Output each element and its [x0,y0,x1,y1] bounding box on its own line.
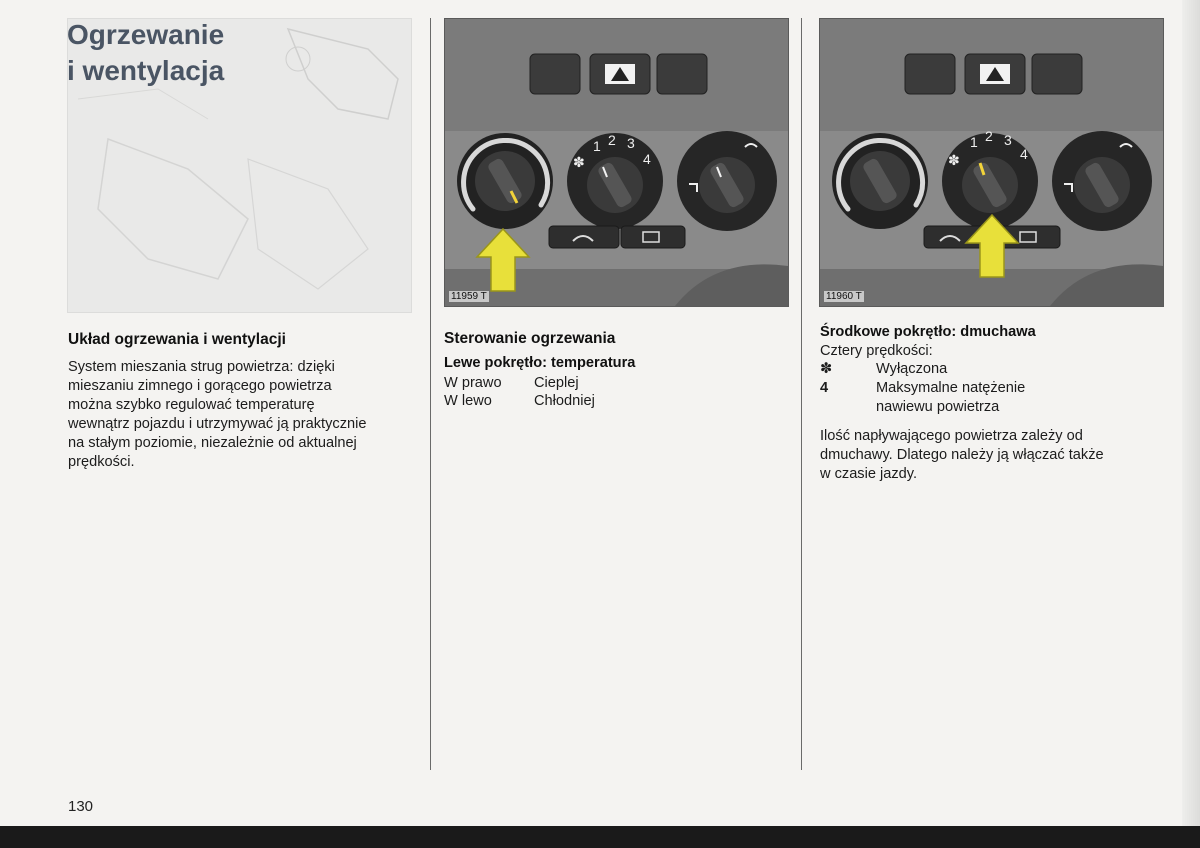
body-line: na stałym poziomie, niezależnie od aktualnej [68,435,357,451]
direction-row [444,374,579,392]
body-line: dmuchawy. Dlatego należy ją włączać także [820,447,1104,463]
fan-intro: Cztery prędkości: [820,343,933,359]
column-divider [801,18,802,770]
body-line: mieszaniu zimnego i gorącego powietrza [68,378,332,394]
direction-row [444,392,595,410]
body-line: w czasie jazdy. [820,466,918,482]
photo-code: 11959 T [451,291,487,302]
fan-body-text [820,427,1104,484]
photo-fan-knob [819,18,1164,307]
title-line-1: Ogrzewanie [67,19,225,50]
page-title [67,17,224,89]
body-line: Ilość napływającego powietrza zależy od [820,428,1083,444]
direction-value: Chłodniej [534,393,595,409]
fan-item-max [820,379,1025,397]
button-row [530,54,707,94]
fan-speed-label: 2 [608,132,616,148]
fan-icon: ✽ [573,155,585,171]
lower-buttons [549,226,685,248]
fan-item-text: Maksymalne natężenie [876,380,1026,396]
section-heading-heating-ventilation: Układ ogrzewania i wentylacji [68,331,286,348]
fan-speed-label: 3 [1004,132,1012,148]
title-line-2: i wentylacja [67,55,225,86]
fan-speed-label: 1 [593,138,601,154]
fan-speed-label: 3 [627,135,635,151]
column-divider [430,18,431,770]
direction-value: Cieplej [534,375,579,391]
section-heading-fan-knob: Środkowe pokrętło: dmuchawa [820,324,1036,340]
fan-speed-label: 4 [643,151,651,167]
subheading-left-knob: Lewe pokrętło: temperatura [444,355,636,371]
page-number: 130 [68,798,94,815]
fan-item-text: Wyłączona [876,361,948,377]
direction-key: W prawo [444,375,502,391]
fan-item-key: 4 [820,380,829,396]
body-line: można szybko regulować temperaturę [68,397,315,413]
fan-icon: ✽ [948,153,960,169]
fan-item-off [820,360,947,378]
fan-icon: ✽ [820,361,833,377]
fan-speed-label: 2 [985,128,993,144]
button-row [905,54,1082,94]
body-line: prędkości. [68,454,135,470]
photo-code: 11960 T [826,291,862,302]
temperature-knob [457,133,553,229]
body-line: wewnątrz pojazdu i utrzymywać ją praktycznie [68,416,367,432]
fan-item-text-continued: nawiewu powietrza [876,399,1000,415]
temperature-knob [832,133,928,229]
body-line: System mieszania strug powietrza: dzięki [68,359,335,375]
section-body-heating-ventilation [68,358,366,472]
page-edge [1182,0,1200,826]
photo-temperature-knob [444,18,789,307]
direction-key: W lewo [444,393,492,409]
scan-border [0,826,1200,848]
air-distribution-knob [677,131,777,231]
section-heading-heating-control: Sterowanie ogrzewania [444,330,616,347]
fan-speed-label: 4 [1020,146,1028,162]
air-distribution-knob [1052,131,1152,231]
fan-speed-label: 1 [970,134,978,150]
